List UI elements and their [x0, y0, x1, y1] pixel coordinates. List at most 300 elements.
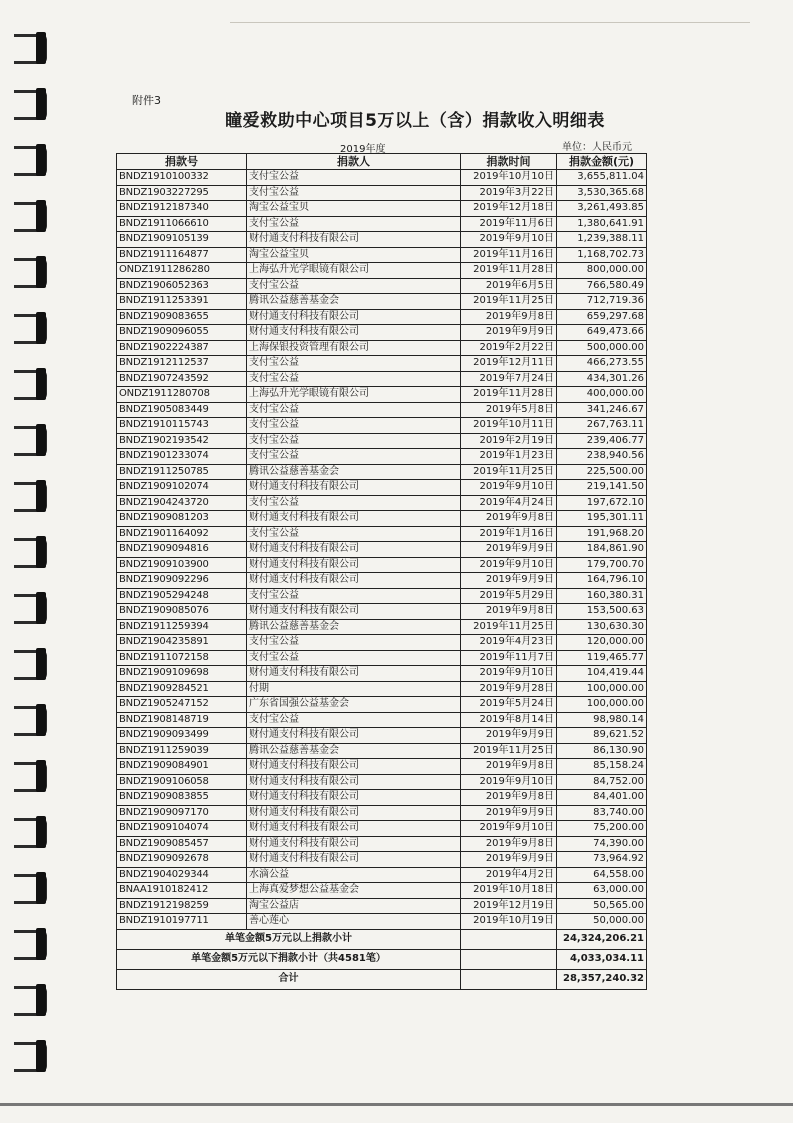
cell-amount: 195,301.11 — [557, 511, 647, 527]
table-row — [117, 697, 647, 713]
cell-donation-id: BNDZ1911250785 — [117, 464, 247, 480]
cell-date: 2019年9月10日 — [461, 232, 557, 248]
cell-donor: 上海弘升光学眼镜有限公司 — [247, 387, 461, 403]
cell-amount: 75,200.00 — [557, 821, 647, 837]
cell-amount: 649,473.66 — [557, 325, 647, 341]
binding-ring — [14, 756, 48, 796]
table-row — [117, 340, 647, 356]
binding-ring-bar — [36, 872, 46, 904]
table-row — [117, 387, 647, 403]
cell-donor: 财付通支付科技有限公司 — [247, 774, 461, 790]
cell-donor: 支付宝公益 — [247, 449, 461, 465]
cell-date: 2019年2月19日 — [461, 433, 557, 449]
cell-date: 2019年11月7日 — [461, 650, 557, 666]
table-row — [117, 681, 647, 697]
cell-donor: 财付通支付科技有限公司 — [247, 542, 461, 558]
summary-row-below-50k — [117, 949, 647, 969]
cell-donation-id: BNDZ1904235891 — [117, 635, 247, 651]
cell-donor: 支付宝公益 — [247, 418, 461, 434]
cell-date: 2019年9月28日 — [461, 681, 557, 697]
table-row — [117, 402, 647, 418]
cell-amount: 3,655,811.04 — [557, 170, 647, 186]
cell-donation-id: BNDZ1911259039 — [117, 743, 247, 759]
binding-ring-bar — [36, 760, 46, 792]
cell-amount: 160,380.31 — [557, 588, 647, 604]
binding-ring — [14, 364, 48, 404]
cell-donation-id: BNDZ1911259394 — [117, 619, 247, 635]
cell-date: 2019年10月11日 — [461, 418, 557, 434]
cell-donation-id: BNDZ1909092296 — [117, 573, 247, 589]
cell-amount: 63,000.00 — [557, 883, 647, 899]
cell-amount: 219,141.50 — [557, 480, 647, 496]
cell-donation-id: BNDZ1912198259 — [117, 898, 247, 914]
cell-donor: 财付通支付科技有限公司 — [247, 232, 461, 248]
spiral-binding — [0, 0, 60, 1123]
cell-amount: 341,246.67 — [557, 402, 647, 418]
column-header-date: 捐款时间 — [461, 154, 557, 170]
cell-donor: 支付宝公益 — [247, 712, 461, 728]
summary-amount: 4,033,034.11 — [557, 949, 647, 969]
table-row — [117, 201, 647, 217]
table-row — [117, 898, 647, 914]
cell-donation-id: BNDZ1910100332 — [117, 170, 247, 186]
cell-date: 2019年5月29日 — [461, 588, 557, 604]
cell-date: 2019年12月18日 — [461, 201, 557, 217]
cell-donation-id: BNDZ1909081203 — [117, 511, 247, 527]
table-row — [117, 883, 647, 899]
total-label: 合计 — [117, 969, 461, 989]
table-row — [117, 356, 647, 372]
cell-donation-id: BNDZ1902224387 — [117, 340, 247, 356]
cell-amount: 238,940.56 — [557, 449, 647, 465]
cell-donation-id: BNDZ1909084901 — [117, 759, 247, 775]
cell-donor: 支付宝公益 — [247, 635, 461, 651]
cell-amount: 100,000.00 — [557, 681, 647, 697]
cell-donor: 淘宝公益宝贝 — [247, 201, 461, 217]
table-row — [117, 216, 647, 232]
cell-donation-id: BNDZ1911253391 — [117, 294, 247, 310]
table-row — [117, 464, 647, 480]
binding-ring — [14, 1036, 48, 1076]
cell-donor: 支付宝公益 — [247, 526, 461, 542]
cell-donation-id: BNDZ1907243592 — [117, 371, 247, 387]
cell-donation-id: BNDZ1909096055 — [117, 325, 247, 341]
cell-amount: 153,500.63 — [557, 604, 647, 620]
cell-donation-id: BNDZ1908148719 — [117, 712, 247, 728]
table-row — [117, 278, 647, 294]
cell-donor: 支付宝公益 — [247, 371, 461, 387]
cell-date: 2019年9月10日 — [461, 821, 557, 837]
binding-ring-bar — [36, 312, 46, 344]
cell-amount: 1,239,388.11 — [557, 232, 647, 248]
binding-ring-bar — [36, 592, 46, 624]
cell-donation-id: BNDZ1911066610 — [117, 216, 247, 232]
cell-donor: 善心莲心 — [247, 914, 461, 930]
cell-donor: 财付通支付科技有限公司 — [247, 759, 461, 775]
table-row — [117, 759, 647, 775]
cell-amount: 74,390.00 — [557, 836, 647, 852]
binding-ring — [14, 308, 48, 348]
cell-donation-id: BNDZ1909102074 — [117, 480, 247, 496]
cell-amount: 100,000.00 — [557, 697, 647, 713]
table-row — [117, 743, 647, 759]
binding-ring — [14, 700, 48, 740]
cell-date: 2019年4月2日 — [461, 867, 557, 883]
cell-amount: 191,968.20 — [557, 526, 647, 542]
table-row — [117, 511, 647, 527]
cell-donor: 财付通支付科技有限公司 — [247, 852, 461, 868]
table-row — [117, 170, 647, 186]
cell-donor: 支付宝公益 — [247, 402, 461, 418]
table-row — [117, 418, 647, 434]
cell-donor: 支付宝公益 — [247, 356, 461, 372]
cell-date: 2019年11月16日 — [461, 247, 557, 263]
cell-donation-id: BNDZ1904029344 — [117, 867, 247, 883]
cell-date: 2019年5月24日 — [461, 697, 557, 713]
table-row — [117, 604, 647, 620]
binding-ring-bar — [36, 144, 46, 176]
table-row — [117, 914, 647, 930]
binding-ring-bar — [36, 816, 46, 848]
cell-date: 2019年4月23日 — [461, 635, 557, 651]
cell-date: 2019年9月10日 — [461, 774, 557, 790]
cell-donation-id: BNDZ1909106058 — [117, 774, 247, 790]
table-row — [117, 821, 647, 837]
cell-donation-id: BNDZ1909103900 — [117, 557, 247, 573]
binding-ring — [14, 252, 48, 292]
cell-donor: 上海弘升光学眼镜有限公司 — [247, 263, 461, 279]
cell-donor: 淘宝公益店 — [247, 898, 461, 914]
cell-amount: 3,261,493.85 — [557, 201, 647, 217]
cell-donor: 广东省国强公益基金会 — [247, 697, 461, 713]
binding-ring — [14, 28, 48, 68]
cell-amount: 466,273.55 — [557, 356, 647, 372]
cell-donation-id: BNDZ1912187340 — [117, 201, 247, 217]
cell-donation-id: BNDZ1903227295 — [117, 185, 247, 201]
cell-donation-id: BNDZ1909094816 — [117, 542, 247, 558]
cell-donation-id: BNDZ1910115743 — [117, 418, 247, 434]
binding-ring-bar — [36, 368, 46, 400]
cell-donor: 支付宝公益 — [247, 170, 461, 186]
cell-date: 2019年4月24日 — [461, 495, 557, 511]
cell-donor: 支付宝公益 — [247, 278, 461, 294]
table-row — [117, 185, 647, 201]
scan-edge-line — [230, 22, 750, 23]
cell-date: 2019年9月8日 — [461, 790, 557, 806]
binding-ring-bar — [36, 480, 46, 512]
cell-donor: 财付通支付科技有限公司 — [247, 309, 461, 325]
cell-donation-id: BNDZ1909085457 — [117, 836, 247, 852]
binding-ring-bar — [36, 928, 46, 960]
cell-donor: 付期 — [247, 681, 461, 697]
binding-ring — [14, 476, 48, 516]
table-header-row — [117, 154, 647, 170]
cell-amount: 86,130.90 — [557, 743, 647, 759]
binding-ring-bar — [36, 424, 46, 456]
cell-date: 2019年9月9日 — [461, 573, 557, 589]
cell-date: 2019年9月8日 — [461, 604, 557, 620]
cell-date: 2019年11月6日 — [461, 216, 557, 232]
cell-donor: 上海保银投资管理有限公司 — [247, 340, 461, 356]
cell-donation-id: BNDZ1902193542 — [117, 433, 247, 449]
binding-ring — [14, 644, 48, 684]
column-header-donation-id: 捐款号 — [117, 154, 247, 170]
cell-amount: 130,630.30 — [557, 619, 647, 635]
cell-date: 2019年9月8日 — [461, 511, 557, 527]
table-row — [117, 805, 647, 821]
cell-donation-id: ONDZ1911286280 — [117, 263, 247, 279]
cell-amount: 267,763.11 — [557, 418, 647, 434]
cell-donor: 支付宝公益 — [247, 185, 461, 201]
cell-amount: 179,700.70 — [557, 557, 647, 573]
cell-amount: 197,672.10 — [557, 495, 647, 511]
cell-amount: 164,796.10 — [557, 573, 647, 589]
table-row — [117, 247, 647, 263]
cell-donor: 财付通支付科技有限公司 — [247, 480, 461, 496]
summary-empty-cell — [461, 969, 557, 989]
cell-date: 2019年2月22日 — [461, 340, 557, 356]
currency-unit-label: 单位：人民币元 — [562, 142, 632, 153]
cell-amount: 119,465.77 — [557, 650, 647, 666]
cell-amount: 50,565.00 — [557, 898, 647, 914]
summary-label: 单笔金额5万元以上捐款小计 — [117, 929, 461, 949]
cell-donation-id: BNDZ1912112537 — [117, 356, 247, 372]
cell-date: 2019年11月25日 — [461, 464, 557, 480]
table-row — [117, 495, 647, 511]
cell-date: 2019年9月8日 — [461, 836, 557, 852]
cell-donation-id: BNDZ1905247152 — [117, 697, 247, 713]
cell-amount: 85,158.24 — [557, 759, 647, 775]
cell-date: 2019年7月24日 — [461, 371, 557, 387]
binding-ring — [14, 980, 48, 1020]
cell-amount: 239,406.77 — [557, 433, 647, 449]
binding-ring-bar — [36, 200, 46, 232]
cell-donor: 财付通支付科技有限公司 — [247, 805, 461, 821]
cell-donor: 财付通支付科技有限公司 — [247, 604, 461, 620]
cell-amount: 659,297.68 — [557, 309, 647, 325]
cell-amount: 3,530,365.68 — [557, 185, 647, 201]
binding-ring-bar — [36, 1040, 46, 1072]
cell-amount: 800,000.00 — [557, 263, 647, 279]
cell-amount: 83,740.00 — [557, 805, 647, 821]
cell-amount: 84,401.00 — [557, 790, 647, 806]
binding-ring-bar — [36, 648, 46, 680]
binding-ring — [14, 868, 48, 908]
binding-ring — [14, 196, 48, 236]
cell-amount: 1,380,641.91 — [557, 216, 647, 232]
total-amount: 28,357,240.32 — [557, 969, 647, 989]
cell-donation-id: BNDZ1909092678 — [117, 852, 247, 868]
cell-donor: 财付通支付科技有限公司 — [247, 821, 461, 837]
table-row — [117, 325, 647, 341]
table-row — [117, 557, 647, 573]
summary-empty-cell — [461, 929, 557, 949]
cell-amount: 104,419.44 — [557, 666, 647, 682]
cell-donation-id: BNDZ1901233074 — [117, 449, 247, 465]
summary-empty-cell — [461, 949, 557, 969]
cell-amount: 64,558.00 — [557, 867, 647, 883]
cell-date: 2019年11月25日 — [461, 294, 557, 310]
table-row — [117, 433, 647, 449]
cell-donor: 支付宝公益 — [247, 216, 461, 232]
cell-date: 2019年9月9日 — [461, 325, 557, 341]
cell-amount: 50,000.00 — [557, 914, 647, 930]
cell-date: 2019年10月18日 — [461, 883, 557, 899]
table-row — [117, 588, 647, 604]
cell-donor: 财付通支付科技有限公司 — [247, 511, 461, 527]
cell-date: 2019年11月28日 — [461, 387, 557, 403]
table-row — [117, 232, 647, 248]
cell-date: 2019年12月19日 — [461, 898, 557, 914]
donation-table — [116, 153, 647, 990]
cell-date: 2019年9月10日 — [461, 666, 557, 682]
cell-donor: 财付通支付科技有限公司 — [247, 325, 461, 341]
page-title: 瞳爱救助中心项目5万以上（含）捐款收入明细表 — [225, 111, 605, 131]
cell-donor: 支付宝公益 — [247, 650, 461, 666]
cell-amount: 766,580.49 — [557, 278, 647, 294]
binding-ring-bar — [36, 536, 46, 568]
cell-date: 2019年11月28日 — [461, 263, 557, 279]
table-row — [117, 294, 647, 310]
table-row — [117, 712, 647, 728]
cell-date: 2019年12月11日 — [461, 356, 557, 372]
cell-amount: 500,000.00 — [557, 340, 647, 356]
binding-ring-bar — [36, 704, 46, 736]
table-row — [117, 263, 647, 279]
table-row — [117, 309, 647, 325]
cell-amount: 89,621.52 — [557, 728, 647, 744]
cell-amount: 184,861.90 — [557, 542, 647, 558]
cell-donor: 财付通支付科技有限公司 — [247, 573, 461, 589]
cell-date: 2019年3月22日 — [461, 185, 557, 201]
binding-ring — [14, 420, 48, 460]
cell-amount: 120,000.00 — [557, 635, 647, 651]
table-row — [117, 371, 647, 387]
cell-donor: 支付宝公益 — [247, 588, 461, 604]
column-header-amount: 捐款金额(元) — [557, 154, 647, 170]
binding-ring-bar — [36, 984, 46, 1016]
table-row — [117, 774, 647, 790]
cell-date: 2019年11月25日 — [461, 743, 557, 759]
cell-donor: 淘宝公益宝贝 — [247, 247, 461, 263]
binding-ring-bar — [36, 88, 46, 120]
binding-ring — [14, 84, 48, 124]
summary-row-total — [117, 969, 647, 989]
cell-date: 2019年10月19日 — [461, 914, 557, 930]
binding-ring — [14, 812, 48, 852]
table-row — [117, 867, 647, 883]
table-row — [117, 480, 647, 496]
table-row — [117, 728, 647, 744]
cell-donor: 财付通支付科技有限公司 — [247, 790, 461, 806]
cell-date: 2019年6月5日 — [461, 278, 557, 294]
cell-donor: 支付宝公益 — [247, 495, 461, 511]
table-row — [117, 449, 647, 465]
cell-donation-id: BNDZ1904243720 — [117, 495, 247, 511]
table-row — [117, 635, 647, 651]
table-row — [117, 666, 647, 682]
cell-date: 2019年1月23日 — [461, 449, 557, 465]
cell-donation-id: BNDZ1909105139 — [117, 232, 247, 248]
binding-ring — [14, 924, 48, 964]
table-row — [117, 836, 647, 852]
cell-amount: 225,500.00 — [557, 464, 647, 480]
table-row — [117, 619, 647, 635]
cell-amount: 73,964.92 — [557, 852, 647, 868]
cell-donation-id: BNDZ1906052363 — [117, 278, 247, 294]
cell-date: 2019年1月16日 — [461, 526, 557, 542]
cell-date: 2019年8月14日 — [461, 712, 557, 728]
cell-date: 2019年9月9日 — [461, 728, 557, 744]
cell-donor: 财付通支付科技有限公司 — [247, 666, 461, 682]
cell-donor: 上海真爱梦想公益基金会 — [247, 883, 461, 899]
cell-date: 2019年9月10日 — [461, 480, 557, 496]
binding-ring — [14, 532, 48, 572]
cell-donation-id: BNDZ1911164877 — [117, 247, 247, 263]
summary-row-above-50k — [117, 929, 647, 949]
cell-date: 2019年5月8日 — [461, 402, 557, 418]
cell-donor: 财付通支付科技有限公司 — [247, 728, 461, 744]
cell-donor: 腾讯公益慈善基金会 — [247, 743, 461, 759]
cell-date: 2019年10月10日 — [461, 170, 557, 186]
table-row — [117, 573, 647, 589]
cell-amount: 84,752.00 — [557, 774, 647, 790]
table-body — [117, 170, 647, 930]
cell-amount: 1,168,702.73 — [557, 247, 647, 263]
cell-date: 2019年11月25日 — [461, 619, 557, 635]
cell-donor: 腾讯公益慈善基金会 — [247, 619, 461, 635]
year-label: 2019年度 — [340, 144, 386, 155]
cell-donation-id: BNDZ1909085076 — [117, 604, 247, 620]
cell-donation-id: BNAA1910182412 — [117, 883, 247, 899]
cell-donation-id: BNDZ1910197711 — [117, 914, 247, 930]
binding-ring — [14, 140, 48, 180]
cell-amount: 434,301.26 — [557, 371, 647, 387]
table-row — [117, 526, 647, 542]
cell-donation-id: BNDZ1909093499 — [117, 728, 247, 744]
cell-donation-id: BNDZ1911072158 — [117, 650, 247, 666]
table-row — [117, 650, 647, 666]
table-row — [117, 790, 647, 806]
scan-bottom-edge — [0, 1103, 793, 1106]
cell-date: 2019年9月8日 — [461, 759, 557, 775]
cell-date: 2019年9月9日 — [461, 852, 557, 868]
table-row — [117, 852, 647, 868]
cell-donation-id: BNDZ1905294248 — [117, 588, 247, 604]
cell-amount: 98,980.14 — [557, 712, 647, 728]
cell-amount: 712,719.36 — [557, 294, 647, 310]
cell-date: 2019年9月8日 — [461, 309, 557, 325]
cell-date: 2019年9月10日 — [461, 557, 557, 573]
summary-amount: 24,324,206.21 — [557, 929, 647, 949]
cell-date: 2019年9月9日 — [461, 805, 557, 821]
binding-ring-bar — [36, 256, 46, 288]
cell-donation-id: ONDZ1911280708 — [117, 387, 247, 403]
cell-donation-id: BNDZ1909284521 — [117, 681, 247, 697]
attachment-label: 附件3 — [132, 94, 161, 107]
binding-ring-bar — [36, 32, 46, 64]
cell-donation-id: BNDZ1909097170 — [117, 805, 247, 821]
cell-donation-id: BNDZ1909104074 — [117, 821, 247, 837]
cell-date: 2019年9月9日 — [461, 542, 557, 558]
cell-donor: 水滴公益 — [247, 867, 461, 883]
cell-donation-id: BNDZ1909083655 — [117, 309, 247, 325]
cell-donation-id: BNDZ1905083449 — [117, 402, 247, 418]
cell-donor: 腾讯公益慈善基金会 — [247, 464, 461, 480]
table-row — [117, 542, 647, 558]
cell-donor: 腾讯公益慈善基金会 — [247, 294, 461, 310]
cell-donation-id: BNDZ1909109698 — [117, 666, 247, 682]
